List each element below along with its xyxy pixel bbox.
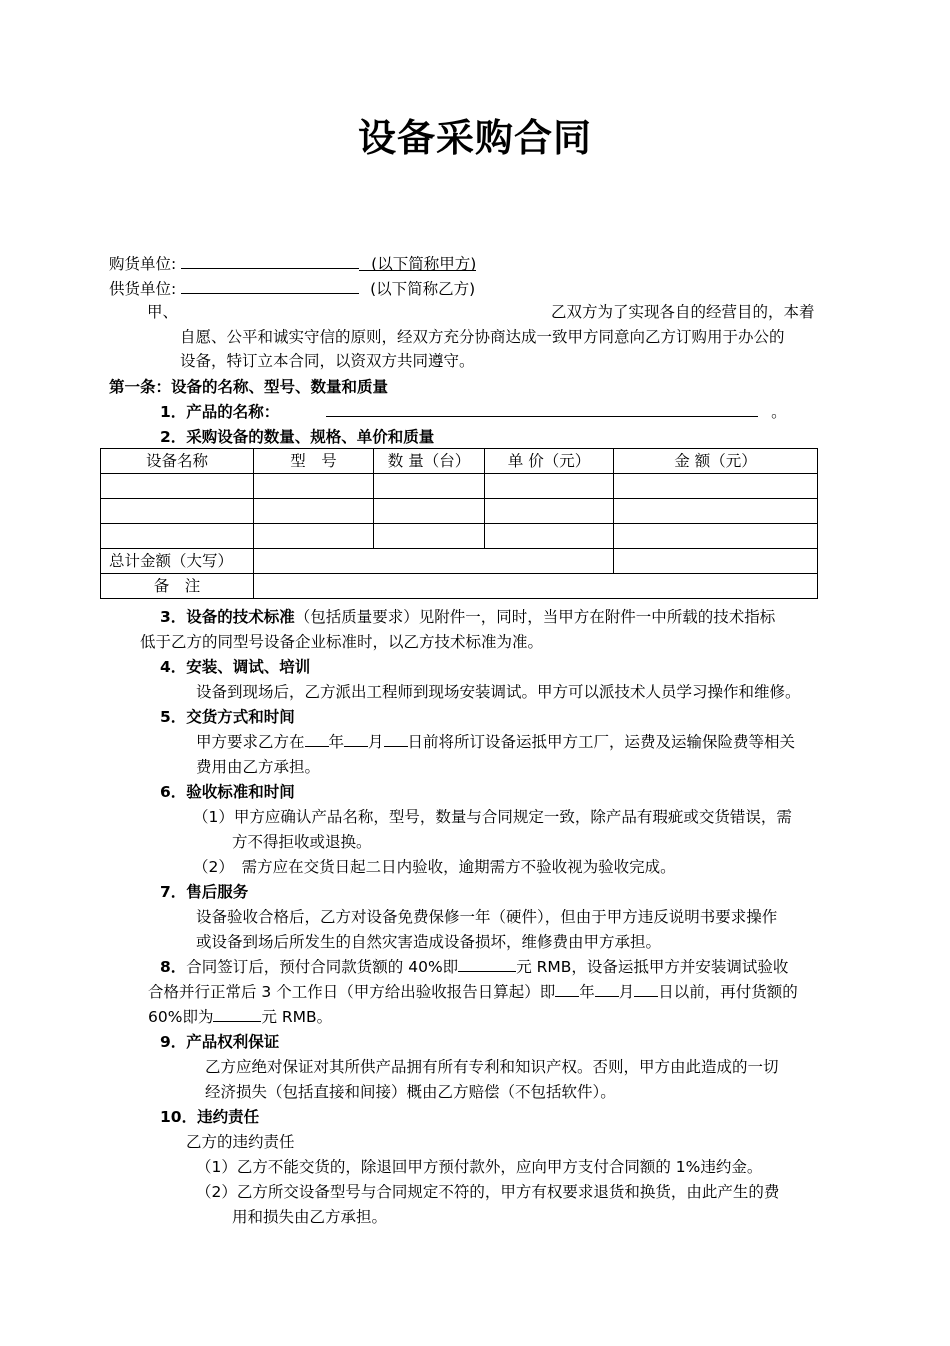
item3-line2: 低于乙方的同型号设备企业标准时，以乙方技术标准为准。: [140, 633, 544, 651]
delivery-day-blank[interactable]: [384, 732, 408, 747]
item9-line1: 乙方应绝对保证对其所供产品拥有所有专利和知识产权。否则，甲方由此造成的一切: [205, 1058, 779, 1076]
item5-year: 年: [328, 733, 345, 751]
buyer-line: [109, 252, 476, 274]
payment-year-blank[interactable]: [555, 982, 579, 997]
item8-line3: [148, 1007, 332, 1027]
item6-sub2: （2） 需方应在交货日起二日内验收，逾期需方不验收视为验收完成。: [193, 858, 676, 876]
item3-text: （包括质量要求）见附件一，同时，当甲方在附件一中所载的技术指标: [294, 608, 776, 626]
item7-line2: 或设备到场后所发生的自然灾害造成设备损坏，维修费由甲方承担。: [196, 933, 662, 951]
table-cell[interactable]: [485, 474, 614, 499]
preamble-line3: 设备，特订立本合同，以资双方共同遵守。: [180, 352, 475, 370]
item8-year: 年: [579, 983, 595, 1001]
table-cell[interactable]: [101, 524, 254, 549]
payment-month-blank[interactable]: [595, 982, 619, 997]
article1-heading: 第一条：设备的名称、型号、数量和质量: [109, 378, 389, 396]
supplier-label: 供货单位:: [109, 280, 177, 298]
table-header-qty: 数 量（台）: [374, 449, 485, 474]
item8-text-d: 日以前，再付货额的: [658, 983, 798, 1001]
item9-line2: 经济损失（包括直接和间接）概由乙方赔偿（不包括软件）。: [205, 1083, 616, 1101]
item9-heading: 9．产品权利保证: [160, 1033, 280, 1051]
item10-p1: （1）乙方不能交货的，除退回甲方预付款外，应向甲方支付合同额的 1%违约金。: [196, 1158, 763, 1176]
table-header-name: 设备名称: [101, 449, 254, 474]
item1-line: [160, 402, 787, 422]
item8-text-b: 元 RMB，设备运抵甲方并安装调试验收: [516, 958, 789, 976]
table-cell[interactable]: [101, 474, 254, 499]
item5-month: 月: [368, 733, 384, 751]
table-cell[interactable]: [614, 474, 818, 499]
table-row: [101, 524, 818, 549]
item8-text-c: 合格并行正常后 3 个工作日（甲方给出验收报告日算起）即: [148, 983, 556, 1001]
item5-heading: 5．交货方式和时间: [160, 708, 295, 726]
table-cell[interactable]: [614, 524, 818, 549]
table-row: [101, 499, 818, 524]
table-header-row: [101, 449, 818, 474]
buyer-label: 购货单位:: [109, 255, 177, 273]
total-amount-cell[interactable]: [614, 549, 818, 574]
item6-sub1-line1: （1）甲方应确认产品名称，型号，数量与合同规定一致，除产品有瑕疵或交货错误，需: [193, 808, 792, 826]
equipment-table: [100, 448, 818, 599]
item8-line1: [160, 957, 788, 977]
item5-line2: 费用由乙方承担。: [196, 758, 321, 776]
remark-cell[interactable]: [254, 574, 818, 599]
table-cell[interactable]: [101, 499, 254, 524]
item2-heading: 2．采购设备的数量、规格、单价和质量: [160, 428, 435, 446]
item8-text-a: 合同签订后，预付合同款货额的 40%即: [186, 958, 459, 976]
item5-text-b: 日前将所订设备运抵甲方工厂，运费及运输保险费等相关: [407, 733, 796, 751]
item4-heading: 4．安装、调试、培训: [160, 658, 311, 676]
table-cell[interactable]: [485, 524, 614, 549]
payment-day-blank[interactable]: [634, 982, 658, 997]
item1-label: 1．产品的名称：: [160, 403, 280, 421]
buyer-blank: [181, 252, 359, 269]
buyer-suffix: (以下简称甲方): [359, 254, 476, 271]
item6-heading: 6．验收标准和时间: [160, 783, 295, 801]
page-title: 设备采购合同: [357, 116, 592, 160]
final-amount-blank[interactable]: [213, 1007, 261, 1022]
item10-p2-line1: （2）乙方所交设备型号与合同规定不符的，甲方有权要求退货和换货，由此产生的费: [196, 1183, 780, 1201]
item10-heading: 10．违约责任: [160, 1108, 260, 1126]
item10-sub: 乙方的违约责任: [186, 1133, 295, 1151]
preamble-line2: 自愿、公平和诚实守信的原则，经双方充分协商达成一致甲方同意向乙方订购用于办公的: [180, 328, 785, 346]
table-cell[interactable]: [485, 499, 614, 524]
item1-blank: [326, 402, 758, 417]
item4-body: 设备到现场后，乙方派出工程师到现场安装调试。甲方可以派技术人员学习操作和维修。: [196, 683, 801, 701]
item8-month: 月: [618, 983, 635, 1001]
table-row: [101, 474, 818, 499]
table-cell[interactable]: [614, 499, 818, 524]
item5-line1: [196, 732, 795, 752]
table-cell[interactable]: [374, 499, 485, 524]
item5-text-a: 甲方要求乙方在: [196, 733, 305, 751]
table-header-model: 型 号: [254, 449, 374, 474]
item8-line2: [148, 982, 798, 1002]
prepay-amount-blank[interactable]: [458, 957, 516, 972]
preamble-start: 甲、: [147, 303, 179, 321]
table-header-amount: 金 额（元）: [614, 449, 818, 474]
item7-line1: 设备验收合格后，乙方对设备免费保修一年（硬件），但由于甲方违反说明书要求操作: [196, 908, 778, 926]
item10-p2-line2: 用和损失由乙方承担。: [232, 1208, 388, 1226]
item8-text-f: 元 RMB。: [261, 1008, 333, 1026]
item6-sub1-line2: 方不得拒收或退换。: [232, 833, 372, 851]
item8-text-e: 60%即为: [148, 1008, 214, 1026]
supplier-line: [109, 277, 475, 299]
item1-end: 。: [771, 403, 787, 421]
item3-heading: 3．设备的技术标准: [160, 608, 295, 626]
delivery-year-blank[interactable]: [305, 732, 329, 747]
item7-heading: 7．售后服务: [160, 883, 249, 901]
item3-line1: [160, 607, 775, 627]
table-remark-row: [101, 574, 818, 599]
delivery-month-blank[interactable]: [344, 732, 368, 747]
total-words-cell[interactable]: [254, 549, 614, 574]
item8-number: 8．: [160, 958, 187, 976]
remark-label: 备 注: [101, 574, 254, 599]
table-header-price: 单 价（元）: [485, 449, 614, 474]
preamble-line1: 乙双方为了实现各自的经营目的，本着: [551, 303, 815, 321]
table-cell[interactable]: [254, 474, 374, 499]
table-total-row: [101, 549, 818, 574]
total-label: 总计金额（大写）: [101, 549, 254, 574]
table-cell[interactable]: [254, 499, 374, 524]
supplier-suffix: (以下简称乙方): [370, 280, 476, 298]
table-cell[interactable]: [374, 474, 485, 499]
table-cell[interactable]: [374, 524, 485, 549]
table-cell[interactable]: [254, 524, 374, 549]
supplier-blank: [181, 277, 359, 294]
